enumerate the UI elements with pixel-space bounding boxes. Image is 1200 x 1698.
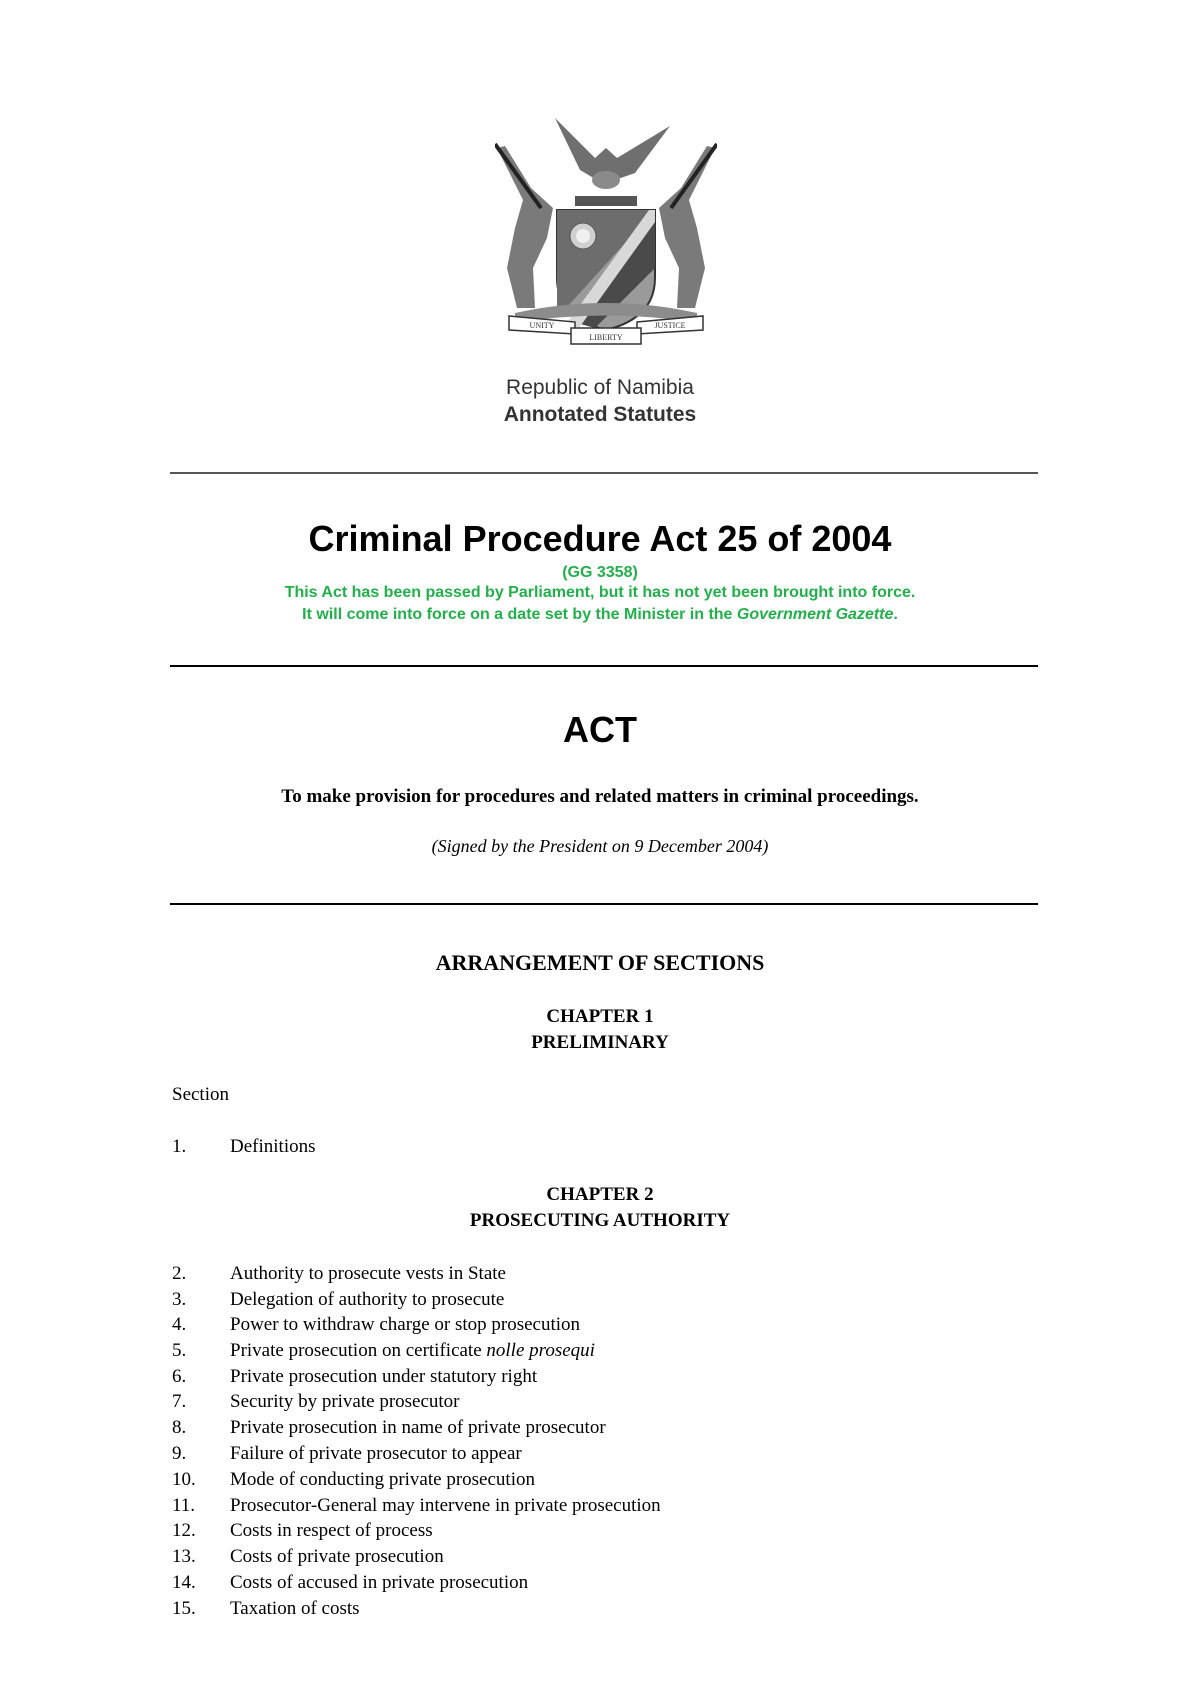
section-number: 3. (172, 1289, 187, 1310)
section-number: 15. (172, 1598, 196, 1619)
section-title: Definitions (230, 1136, 316, 1157)
chapter-2-title: PROSECUTING AUTHORITY (469, 1210, 731, 1231)
note-suffix: . (893, 606, 898, 623)
section-title-text: Private prosecution on certificate (230, 1340, 482, 1361)
section-number: 9. (172, 1443, 187, 1464)
divider (170, 665, 1038, 667)
section-number: 13. (172, 1546, 196, 1567)
note-gazette-italic: Government Gazette (736, 606, 894, 623)
chapter-1-number: CHAPTER 1 (546, 1006, 654, 1027)
section-title: Private prosecution in name of private prosecutor (230, 1417, 606, 1438)
section-title (230, 1340, 595, 1362)
commencement-note-line-2 (0, 606, 1200, 624)
section-title: Costs of accused in private prosecution (230, 1572, 529, 1593)
divider (170, 903, 1038, 905)
annotated-statutes-label: Annotated Statutes (503, 403, 697, 426)
section-title: Mode of conducting private prosecution (230, 1469, 535, 1490)
section-number: 1. (172, 1136, 187, 1157)
chapter-1-title: PRELIMINARY (531, 1032, 669, 1053)
motto-unity: UNITY (529, 321, 555, 330)
section-number: 6. (172, 1366, 187, 1387)
section-number: 14. (172, 1572, 196, 1593)
motto-justice: JUSTICE (654, 321, 686, 330)
section-title: Failure of private prosecutor to appear (230, 1443, 522, 1464)
section-title: Costs of private prosecution (230, 1546, 444, 1567)
namibia-coat-of-arms-icon (495, 118, 717, 348)
section-number: 7. (172, 1391, 187, 1412)
motto-liberty: LIBERTY (589, 333, 623, 342)
section-column-label: Section (172, 1084, 229, 1105)
section-title: Prosecutor-General may intervene in private prosecution (230, 1495, 661, 1516)
section-title: Authority to prosecute vests in State (230, 1263, 506, 1284)
section-title: Security by private prosecutor (230, 1391, 460, 1412)
section-number: 5. (172, 1340, 187, 1361)
note-prefix: It will come into force on a date set by the Minister in the (302, 606, 733, 623)
section-title: Power to withdraw charge or stop prosecution (230, 1314, 581, 1335)
section-number: 4. (172, 1314, 187, 1335)
section-number: 11. (172, 1495, 196, 1516)
gazette-reference: (GG 3358) (562, 564, 638, 581)
section-title: Private prosecution under statutory right (230, 1366, 538, 1387)
section-title: Costs in respect of process (230, 1520, 433, 1541)
section-title: Taxation of costs (230, 1598, 360, 1619)
section-number: 10. (172, 1469, 196, 1490)
republic-label: Republic of Namibia (506, 376, 694, 399)
signed-note: (Signed by the President on 9 December 2004) (431, 836, 769, 856)
section-title: Delegation of authority to prosecute (230, 1289, 505, 1310)
commencement-note-line-1: This Act has been passed by Parliament, but it has not yet been brought into force. (284, 584, 916, 601)
long-title: To make provision for procedures and related matters in criminal proceedings. (281, 786, 919, 807)
section-number: 12. (172, 1520, 196, 1541)
chapter-2-number: CHAPTER 2 (546, 1184, 654, 1205)
act-heading: ACT (563, 709, 637, 750)
document-title: Criminal Procedure Act 25 of 2004 (308, 518, 892, 559)
section-title-italic: nolle prosequi (486, 1340, 595, 1361)
section-number: 8. (172, 1417, 187, 1438)
section-number: 2. (172, 1263, 187, 1284)
arrangement-heading: ARRANGEMENT OF SECTIONS (435, 950, 765, 975)
divider (170, 472, 1038, 474)
